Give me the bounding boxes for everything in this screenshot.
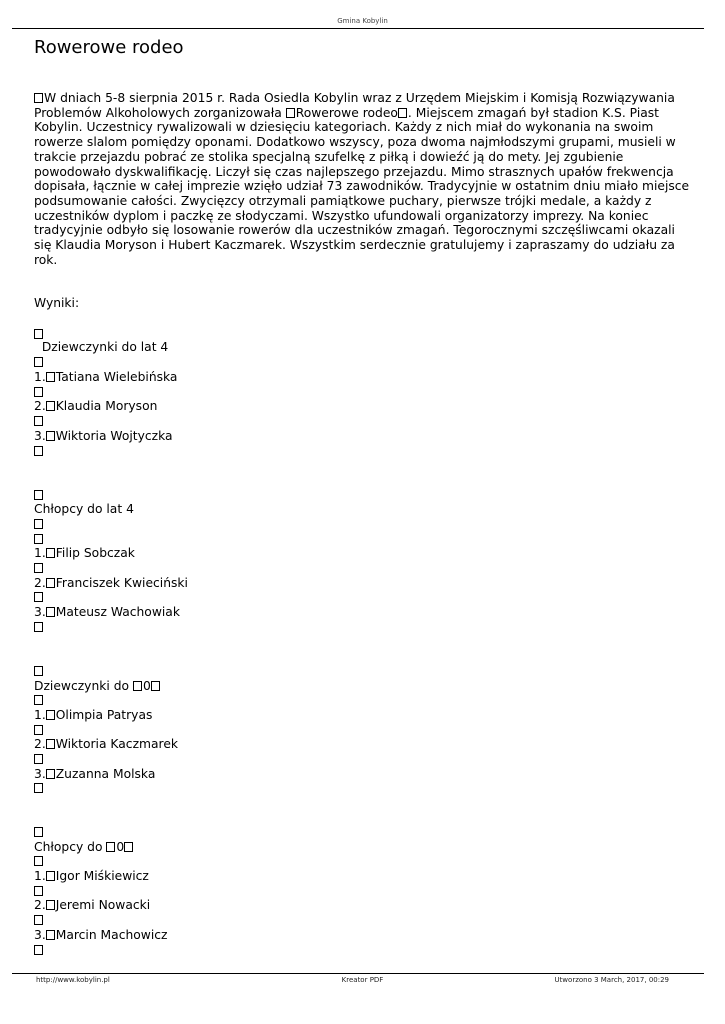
result-row xyxy=(34,767,155,782)
missing-glyph-box xyxy=(34,827,43,837)
list-item xyxy=(34,414,44,429)
missing-glyph-box xyxy=(286,108,295,118)
missing-glyph-box xyxy=(133,681,142,691)
rank: 2. xyxy=(34,898,46,912)
category-title-text: Dziewczynki do xyxy=(34,679,133,693)
list-item xyxy=(34,385,44,400)
missing-glyph-box xyxy=(34,592,43,602)
category-title xyxy=(34,840,134,855)
missing-glyph-box xyxy=(46,871,55,881)
missing-glyph-box xyxy=(46,578,55,588)
list-item xyxy=(34,913,44,928)
result-row xyxy=(34,605,180,620)
missing-glyph-box xyxy=(46,548,55,558)
result-row xyxy=(34,928,167,943)
participant-name: Zuzanna Molska xyxy=(55,767,156,781)
header-rule xyxy=(12,28,704,29)
result-row xyxy=(34,399,157,414)
list-item xyxy=(34,532,44,547)
missing-glyph-box xyxy=(46,739,55,749)
participant-name: Igor Miśkiewicz xyxy=(55,869,149,883)
category-title-number: 0 xyxy=(142,679,151,693)
article-text-1: W dniach 5-8 sierpnia 2015 r. Rada Osiedla Kobylin wraz z Urzędem Miejskim i Komisją Rozwiązywania Problemów Alkoholowych zorganizowała xyxy=(34,91,675,120)
missing-glyph-box xyxy=(34,387,43,397)
list-item xyxy=(34,664,44,679)
category-title: Dziewczynki do lat 4 xyxy=(34,340,169,354)
rank: 3. xyxy=(34,429,46,443)
article-text-2: Rowerowe rodeo xyxy=(295,105,398,120)
missing-glyph-box xyxy=(46,900,55,910)
list-item xyxy=(34,444,44,459)
missing-glyph-box xyxy=(34,856,43,866)
missing-glyph-box xyxy=(46,930,55,940)
participant-name: Franciszek Kwieciński xyxy=(55,576,188,590)
list-item xyxy=(34,752,44,767)
rank: 1. xyxy=(34,370,46,384)
result-row xyxy=(34,370,177,385)
result-row xyxy=(34,708,152,723)
missing-glyph-box xyxy=(151,681,160,691)
list-item xyxy=(34,825,44,840)
list-item xyxy=(34,355,44,370)
result-row xyxy=(34,546,135,561)
missing-glyph-box xyxy=(46,372,55,382)
participant-name: Olimpia Patryas xyxy=(55,708,153,722)
page-title: Rowerowe rodeo xyxy=(34,37,184,58)
participant-name: Wiktoria Kaczmarek xyxy=(55,737,179,751)
missing-glyph-box xyxy=(34,725,43,735)
results-label: Wyniki: xyxy=(34,296,80,310)
missing-glyph-box xyxy=(34,446,43,456)
missing-glyph-box xyxy=(34,416,43,426)
participant-name: Mateusz Wachowiak xyxy=(55,605,180,619)
participant-name: Wiktoria Wojtyczka xyxy=(55,429,173,443)
missing-glyph-box xyxy=(34,490,43,500)
result-row xyxy=(34,429,173,444)
missing-glyph-box xyxy=(34,93,43,103)
category-title: Chłopcy do lat 4 xyxy=(34,502,134,516)
participant-name: Marcin Machowicz xyxy=(55,928,168,942)
footer-rule xyxy=(12,973,704,974)
missing-glyph-box xyxy=(46,710,55,720)
list-item xyxy=(34,488,44,503)
result-row xyxy=(34,737,178,752)
list-item xyxy=(34,723,44,738)
participant-name: Tatiana Wielebińska xyxy=(55,370,178,384)
missing-glyph-box xyxy=(34,563,43,573)
article-text-3: . Miejscem zmagań był stadion K.S. Piast Kobylin. Uczestnicy rywalizowali w dziesięciu kategoriach. Każdy z nich miał do wykonania na swoim rowerze slalom pomiędzy oponami. Dodatkowo wszyscy, poza dwoma najmłodszymi grupami, musieli w trakcie przejazdu pobrać ze stolika specjalną szufelkę z piłką i dowieźć ją do mety. Jej zgubienie powodowało dyskwalifikację. Liczył się czas najlepszego przejazdu. Mimo strasznych upałów frekwencja dopisała, łącznie w całej imprezie wzięło udział 73 zawodników. Tradycyjnie w ostatnim dniu miało miejsce podsumowanie całości. Zwycięzcy otrzymali pamiątkowe puchary, pierwsze trójki medale, a każdy z uczestników dyplom i paczkę ze słodyczami. Wszystko ufundowali organizatorzy imprezy. Na koniec tradycyjnie odbyło się losowanie rowerów dla uczestników zmagań. Tegorocznymi szczęśliwcami okazali się Klaudia Moryson i Hubert Kaczmarek. Wszystkim serdecznie gratulujemy i zapraszamy do udziału za rok. xyxy=(34,105,690,267)
missing-glyph-box xyxy=(34,329,43,339)
list-item xyxy=(34,693,44,708)
missing-glyph-box xyxy=(34,695,43,705)
missing-glyph-box xyxy=(34,945,43,955)
list-item xyxy=(34,620,44,635)
missing-glyph-box xyxy=(34,534,43,544)
missing-glyph-box xyxy=(398,108,407,118)
list-item xyxy=(34,943,44,958)
rank: 3. xyxy=(34,605,46,619)
participant-name: Jeremi Nowacki xyxy=(55,898,151,912)
category-title-text: Chłopcy do xyxy=(34,840,107,854)
missing-glyph-box xyxy=(34,915,43,925)
missing-glyph-box xyxy=(46,607,55,617)
missing-glyph-box xyxy=(34,666,43,676)
missing-glyph-box xyxy=(46,401,55,411)
missing-glyph-box xyxy=(46,431,55,441)
list-item xyxy=(34,517,44,532)
list-item xyxy=(34,854,44,869)
rank: 2. xyxy=(34,399,46,413)
missing-glyph-box xyxy=(34,357,43,367)
rank: 2. xyxy=(34,576,46,590)
rank: 3. xyxy=(34,767,46,781)
rank: 1. xyxy=(34,546,46,560)
footer-url: http://www.kobylin.pl xyxy=(36,976,110,984)
missing-glyph-box xyxy=(34,519,43,529)
category-title xyxy=(34,679,161,694)
rank: 1. xyxy=(34,708,46,722)
result-row xyxy=(34,869,149,884)
rank: 1. xyxy=(34,869,46,883)
rank: 3. xyxy=(34,928,46,942)
result-row xyxy=(34,898,150,913)
missing-glyph-box xyxy=(46,769,55,779)
missing-glyph-box xyxy=(34,754,43,764)
participant-name: Filip Sobczak xyxy=(55,546,135,560)
missing-glyph-box xyxy=(106,842,115,852)
list-item xyxy=(34,781,44,796)
site-name: Gmina Kobylin xyxy=(337,17,388,25)
missing-glyph-box xyxy=(34,886,43,896)
footer-created: Utworzono 3 March, 2017, 00:29 xyxy=(554,976,669,984)
missing-glyph-box xyxy=(34,783,43,793)
article-body xyxy=(34,91,694,267)
list-item xyxy=(34,561,44,576)
participant-name: Klaudia Moryson xyxy=(55,399,158,413)
list-item xyxy=(34,590,44,605)
category-title-number: 0 xyxy=(116,840,125,854)
missing-glyph-box xyxy=(124,842,133,852)
list-item xyxy=(34,884,44,899)
result-row xyxy=(34,576,188,591)
footer-generator: Kreator PDF xyxy=(341,976,384,984)
missing-glyph-box xyxy=(34,622,43,632)
rank: 2. xyxy=(34,737,46,751)
